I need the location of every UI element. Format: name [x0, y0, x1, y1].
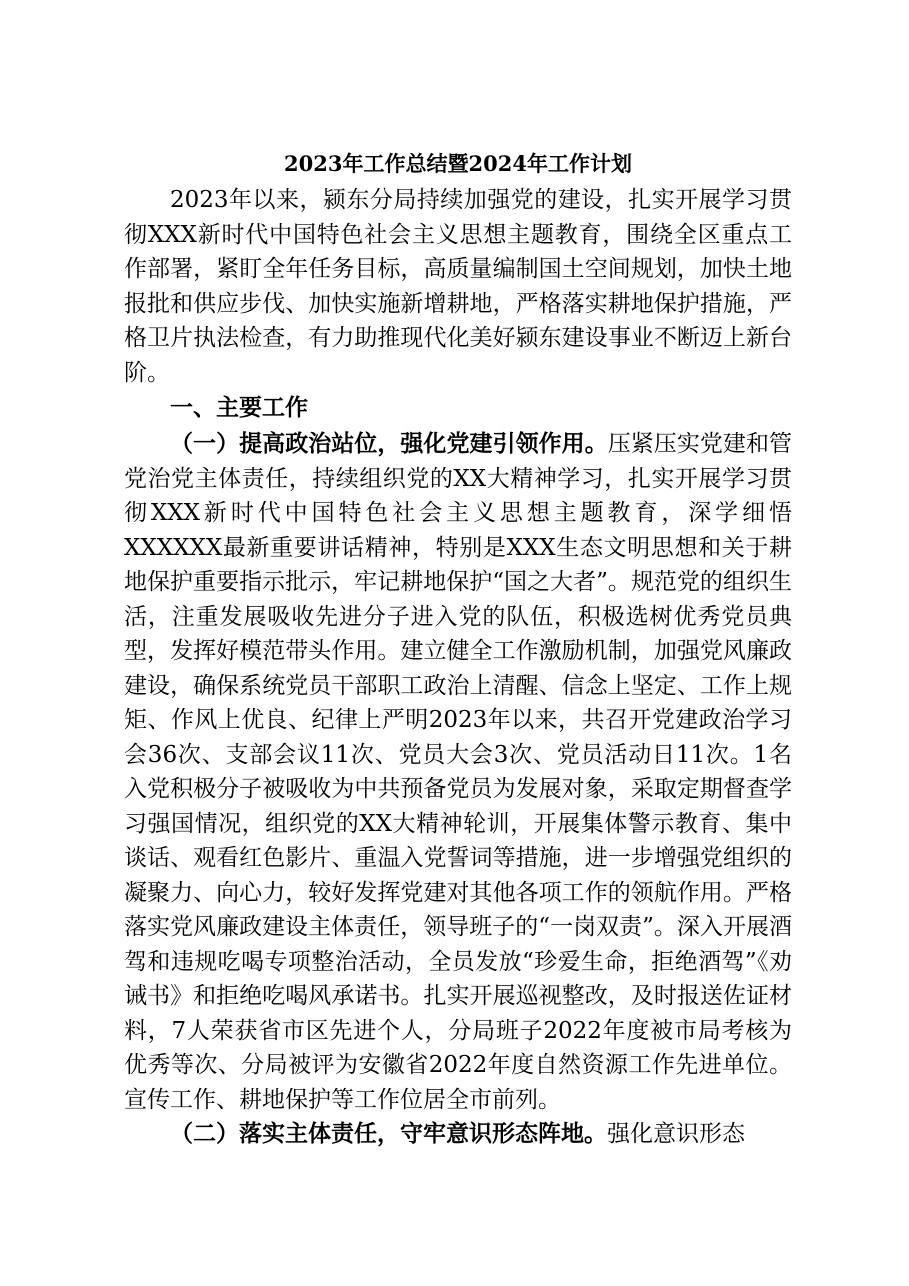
document-page: [124, 145, 792, 1152]
item-2-paragraph: [124, 1117, 792, 1152]
section-heading-main-work: 一、主要工作: [170, 395, 308, 421]
item-1-paragraph: [124, 427, 792, 1117]
item-2-heading: （二）落实主体责任，守牢意识形态阵地。: [170, 1121, 607, 1147]
item-2-body: 强化意识形态: [607, 1121, 745, 1147]
item-1-body: 压紧压实党建和管党治党主体责任，持续组织党的XX大精神学习，扎实开展学习贯彻XXX新时代中国特色社会主义思想主题教育，深学细悟XXXXXX最新重要讲话精神，特别是XXX生态文明思想和关于耕地保护重要指示批示，牢记耕地保护“国之大者”。规范党的组织生活，注重发展吸收先进分子进入党的队伍，积极选树优秀党员典型，发挥好模范带头作用。建立健全工作激励机制，加强党风廉政建设，确保系统党员干部职工政治上清醒、信念上坚定、工作上规矩、作风上优良、纪律上严明2023年以来，共召开党建政治学习会36次、支部会议11次、党员大会3次、党员活动日11次。1名入党积极分子被吸收为中共预备党员为发展对象，采取定期督查学习强国情况，组织党的XX大精神轮训，开展集体警示教育、集中谈话、观看红色影片、重温入党誓词等措施，进一步增强党组织的凝聚力、向心力，较好发挥党建对其他各项工作的领航作用。严格落实党风廉政建设主体责任，领导班子的“一岗双责”。深入开展酒驾和违规吃喝专项整治活动，全员发放“珍爱生命，拒绝酒驾”《劝诫书》和拒绝吃喝风承诺书。扎实开展巡视整改，及时报送佐证材料，7人荣获省市区先进个人，分局班子2022年度被市局考核为优秀等次、分局被评为安徽省2022年度自然资源工作先进单位。宣传工作、耕地保护等工作位居全市前列。: [124, 431, 793, 1113]
intro-paragraph: 2023年以来，颍东分局持续加强党的建设，扎实开展学习贯彻XXX新时代中国特色社会主义思想主题教育，围绕全区重点工作部署，紧盯全年任务目标，高质量编制国土空间规划，加快土地报批和供应步伐、加快实施新增耕地，严格落实耕地保护措施，严格卫片执法检查，有力助推现代化美好颍东建设事业不断迈上新台阶。: [124, 187, 792, 386]
document-title: 2023年工作总结暨2024年工作计划: [284, 151, 632, 176]
item-1-heading: （一）提高政治站位，强化党建引领作用。: [170, 431, 608, 457]
